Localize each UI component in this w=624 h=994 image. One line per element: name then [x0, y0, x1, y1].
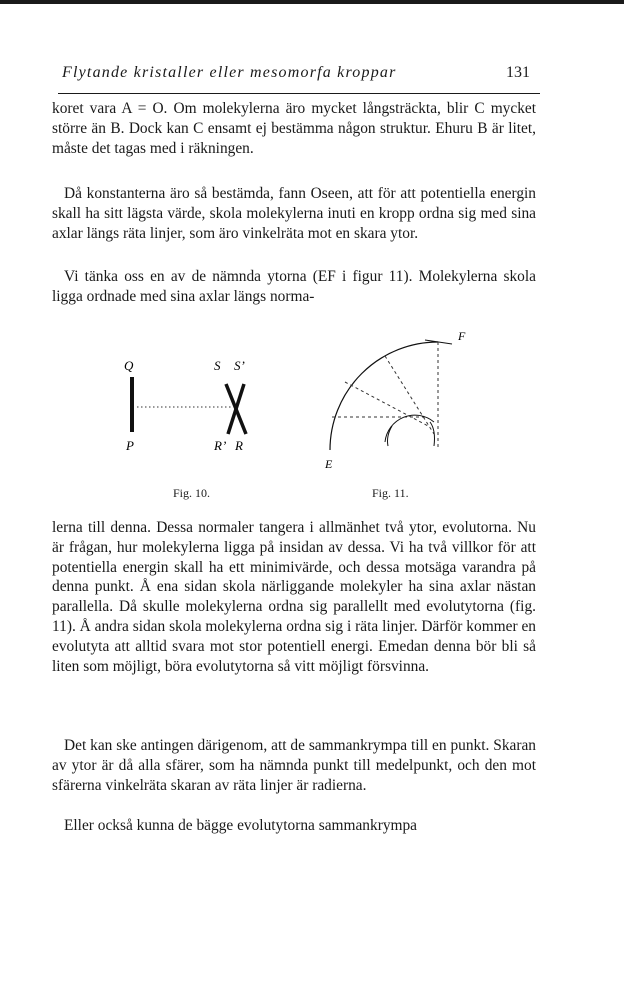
- figure-10-diagram: [124, 358, 246, 453]
- fig10-label-Q: Q: [124, 358, 134, 373]
- paragraph-2: [52, 184, 536, 243]
- paragraph-4: lerna till denna. Dessa normaler tangera i allmänhet två ytor, evolutorna. Nu är frågan, hur molekylerna ligga på insidan av dessa. Vi ha två villkor för att potentiella energin skall ha ett minimivärde, och dessa motsäga varandra på denna punkt. Å ena sidan skola närliggande molekyler ha sina axlar nästan parallella. Då skulle molekylerna ordna sig parallellt med evolutytorna (fig. 11). Å andra sidan skola molekylerna ordna sig i räta linjer. Därför kommer en evolutyta att alltid svara mot stor potentiell energi. Emedan denna bör bli så liten som möjligt, böra evolutytorna så vitt möjligt försvinna.: [52, 519, 536, 675]
- paragraph-5: [52, 736, 536, 795]
- fig11-evolute-branch-right: [430, 422, 435, 446]
- figures-block: [0, 322, 624, 502]
- figure-11-diagram: [324, 329, 466, 471]
- paragraph-6: [52, 816, 536, 836]
- paragraph-2-text: Då konstanterna äro så bestämda, fann Oseen, att för att potentiella energin skall ha sitt lägsta värde, skola molekylerna inuti en kropp ordna sig med sina axlar längs räta linjer, som äro vinkelräta mot en skara ytor.: [52, 185, 536, 242]
- fig11-label-E: E: [325, 457, 333, 471]
- fig10-label-P: P: [126, 438, 134, 453]
- fig11-normal-1: [385, 356, 434, 434]
- fig10-label-S: S: [214, 358, 221, 373]
- running-title: Flytande kristaller eller mesomorfa kroppar: [62, 64, 397, 81]
- paragraph-3: [52, 267, 536, 307]
- running-header: [62, 64, 540, 86]
- fig11-label-F: F: [458, 329, 466, 343]
- paragraph-3-text: Vi tänka oss en av de nämnda ytorna (EF i figur 11). Molekylerna skola ligga ordnade med sina axlar längs norma-: [52, 268, 536, 305]
- fig11-evolute-arc: [385, 415, 434, 442]
- fig11-caption: Fig. 11.: [372, 486, 409, 500]
- fig10-label-S-prime: S’: [234, 358, 245, 373]
- fig10-label-R-prime: R’: [214, 438, 227, 453]
- fig10-caption: Fig. 10.: [173, 486, 211, 500]
- fig10-label-R: R: [235, 438, 243, 453]
- figures-drawing: [0, 322, 624, 502]
- fig11-normal-2: [345, 382, 430, 427]
- header-rule: [58, 93, 540, 94]
- paragraph-1: koret vara A = O. Om molekylerna äro mycket långsträckta, blir C mycket större än B. Dock kan C ensamt ej bestämma någon struktur. Ehuru B är litet, måste det tagas med i räkningen.: [52, 100, 536, 157]
- paragraph-6-text: Eller också kunna de bägge evolutytorna sammankrympa: [64, 817, 418, 834]
- fig11-surface-EF: [330, 342, 438, 450]
- page-number: 131: [506, 64, 530, 81]
- top-page-rule: [0, 0, 624, 4]
- paragraph-5-text: Det kan ske antingen därigenom, att de sammankrympa till en punkt. Skaran av ytor är då alla sfärer, som ha nämnda punkt till medelpunkt, och den mot sfärerna vinkelräta skaran av räta linjer är radierna.: [52, 737, 536, 794]
